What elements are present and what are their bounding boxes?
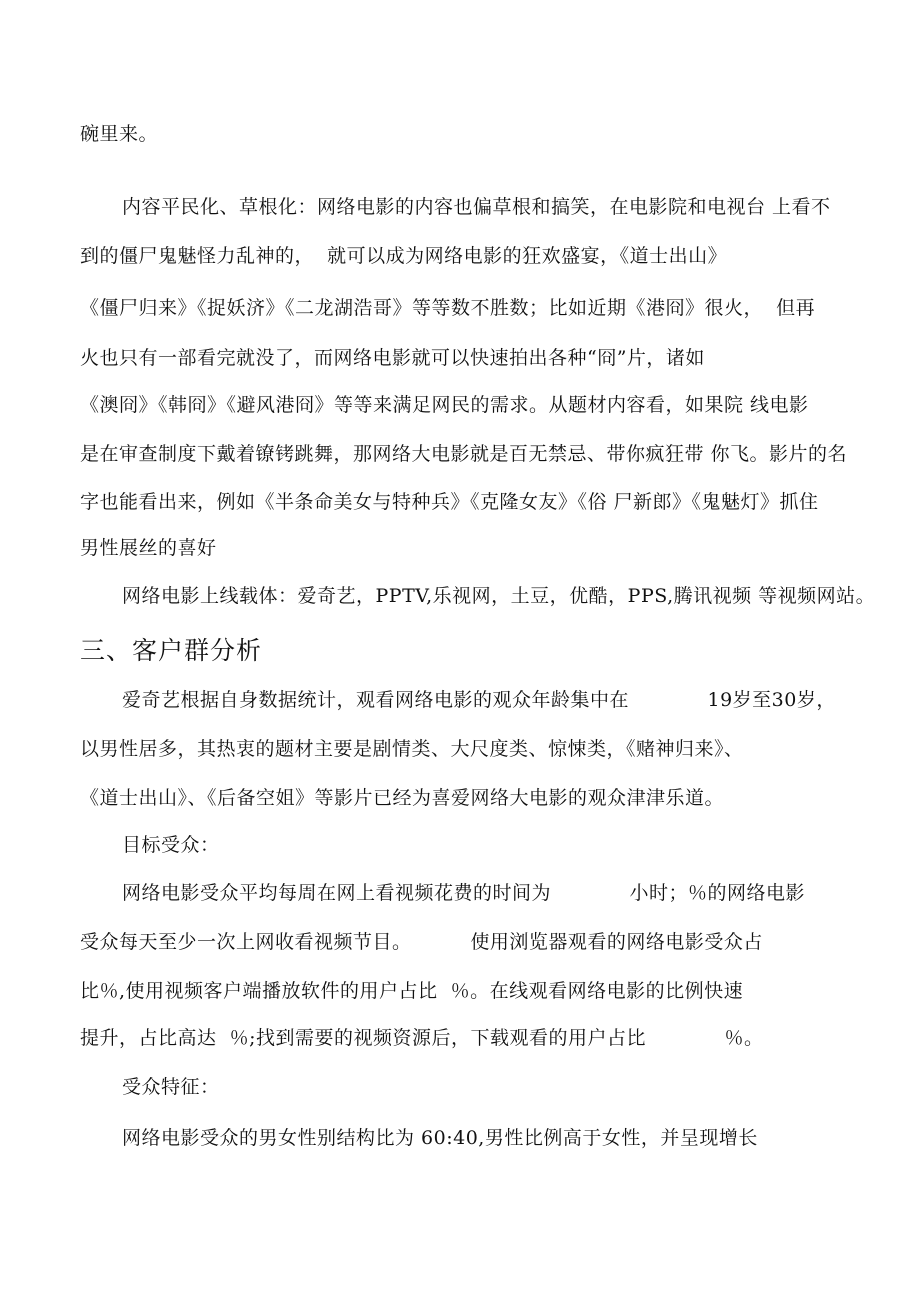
text-line: 网络电影上线载体：爱奇艺，PPTV,乐视网，土豆，优酷，PPS,腾讯视频 等视频网站。: [122, 585, 876, 607]
text-line: 是在审查制度下戴着镣铐跳舞，那网络大电影就是百无禁忌、带你疯狂带 你飞。影片的名: [80, 443, 848, 465]
text-line: 字也能看出来，例如《半条命美女与特种兵》《克隆女友》《俗 尸新郎》《鬼魅灯》抓住: [80, 491, 819, 513]
text-line: 《道士出山》、《后备空姐》等影片已经为喜爱网络大电影的观众津津乐道。: [80, 787, 725, 809]
text-line: 受众每天至少一次上网收看视频节目。 使用浏览器观看的网络电影受众占: [80, 931, 763, 953]
text-line: 提升，占比高达 ％;找到需要的视频资源后，下载观看的用户占比 ％。: [80, 1027, 764, 1049]
text-line: 比％,使用视频客户端播放软件的用户占比 ％。在线观看网络电影的比例快速: [80, 980, 744, 1002]
text-line: 以男性居多，其热衷的题材主要是剧情类、大尺度类、惊悚类，《赌神归来》、: [80, 738, 744, 760]
text-line: 火也只有一部看完就没了，而网络电影就可以快速拍出各种“冏”片，诸如: [80, 347, 705, 369]
text-line: 受众特征：: [122, 1076, 220, 1098]
text-line: 男性展丝的喜好: [80, 537, 217, 559]
text-line: 内容平民化、草根化：网络电影的内容也偏草根和搞笑，在电影院和电视台 上看不: [122, 196, 831, 218]
text-line: 《僵尸归来》《捉妖济》《二龙湖浩哥》等等数不胜数；比如近期《港冏》很火， 但再: [80, 297, 816, 319]
text-line: 《澳冏》《韩冏》《避风港冏》等等来满足网民的需求。从题材内容看，如果院 线电影: [80, 394, 809, 416]
text-line: 爱奇艺根据自身数据统计，观看网络电影的观众年龄集中在 19岁至30岁，: [122, 689, 836, 711]
text-line: 到的僵尸鬼魅怪力乱神的， 就可以成为网络电影的狂欢盛宴，《道士出山》: [80, 245, 728, 267]
text-line: 网络电影受众的男女性别结构比为 60:40,男性比例高于女性，并呈现增长: [122, 1127, 758, 1149]
section-heading: 三、客户群分析: [80, 636, 263, 665]
text-line: 目标受众：: [122, 834, 220, 856]
text-line: 网络电影受众平均每周在网上看视频花费的时间为 小时；％的网络电影: [122, 882, 805, 904]
text-line: 碗里来。: [80, 123, 159, 145]
